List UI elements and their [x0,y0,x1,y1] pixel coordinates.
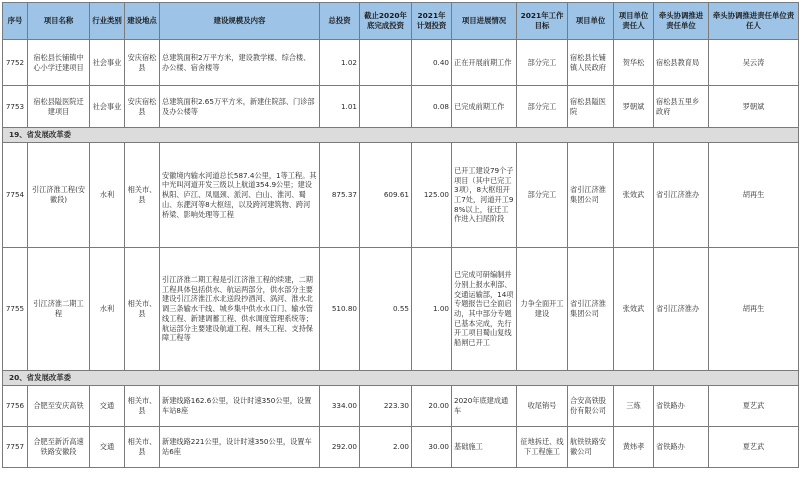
table-cell: 609.61 [360,143,412,248]
column-header: 项目单位责任人 [614,3,654,40]
table-cell: 收尾销号 [517,386,568,427]
table-cell [360,40,412,86]
table-cell: 7757 [3,427,28,468]
table-cell: 贺华松 [614,40,654,86]
column-header: 2021年计划投资 [412,3,452,40]
section-label: 19、省发展改革委 [3,128,799,143]
table-cell: 引江济淮二期工程 [28,248,90,371]
column-header: 项目单位 [568,3,614,40]
table-cell: 力争全面开工建设 [517,248,568,371]
table-cell: 黄炜孝 [614,427,654,468]
table-cell: 罗朝斌 [614,86,654,128]
table-cell [360,86,412,128]
table-cell: 张效武 [614,143,654,248]
table-cell: 新建线路221公里，设计时速350公里，设置车站6座 [160,427,320,468]
table-cell: 部分完工 [517,40,568,86]
table-cell: 征地拆迁、线下工程施工 [517,427,568,468]
table-cell: 1.00 [412,248,452,371]
table-cell: 正在开展前期工作 [452,40,517,86]
table-cell: 省引江济淮集团公司 [568,143,614,248]
table-cell: 胡再生 [709,248,799,371]
table-cell: 30.00 [412,427,452,468]
table-cell: 相关市、县 [125,386,160,427]
project-table [2,2,799,468]
section-row [3,128,799,143]
table-cell: 875.37 [320,143,360,248]
table-cell: 总建筑面积2.65万平方米，新建住院部、门诊部及办公楼等 [160,86,320,128]
table-cell: 1.02 [320,40,360,86]
table-cell: 已开工建设79个子项目（其中已完工3项），8大枢纽开工7处，河道开工98%以上，征迁工作进入扫尾阶段 [452,143,517,248]
column-header: 项目名称 [28,3,90,40]
table-cell: 0.40 [412,40,452,86]
table-cell: 7756 [3,386,28,427]
table-row [3,248,799,371]
table-cell: 夏艺武 [709,386,799,427]
table-cell: 7754 [3,143,28,248]
table-cell: 安庆宿松县 [125,86,160,128]
table-cell: 宿松县五里乡政府 [654,86,709,128]
table-cell: 7752 [3,40,28,86]
table-cell: 0.55 [360,248,412,371]
table-cell: 部分完工 [517,143,568,248]
table-cell: 社会事业 [90,86,125,128]
column-header: 行业类别 [90,3,125,40]
table-cell: 安庆宿松县 [125,40,160,86]
table-cell: 水利 [90,248,125,371]
table-cell: 宿松县隘医院 [568,86,614,128]
table-cell: 交通 [90,386,125,427]
table-row [3,143,799,248]
table-cell: 引江济淮工程(安徽段) [28,143,90,248]
table-cell: 省铁路办 [654,427,709,468]
table-cell: 1.01 [320,86,360,128]
table-row [3,40,799,86]
table-cell: 20.00 [412,386,452,427]
table-cell: 292.00 [320,427,360,468]
table-cell: 2020年底建成通车 [452,386,517,427]
column-header: 序号 [3,3,28,40]
table-row [3,427,799,468]
table-cell: 张效武 [614,248,654,371]
table-cell: 合安高铁股份有限公司 [568,386,614,427]
table-row [3,386,799,427]
table-cell: 吴云涛 [709,40,799,86]
table-cell: 宿松县长铺镇人民政府 [568,40,614,86]
table-cell: 省引江济淮集团公司 [568,248,614,371]
table-cell: 基础施工 [452,427,517,468]
table-cell: 合肥至新沂高速铁路安徽段 [28,427,90,468]
table-cell: 7753 [3,86,28,128]
table-cell: 7755 [3,248,28,371]
table-cell: 省铁路办 [654,386,709,427]
column-header: 截止2020年底完成投资 [360,3,412,40]
table-cell: 223.30 [360,386,412,427]
table-cell: 125.00 [412,143,452,248]
header-row [3,3,799,40]
table-cell: 相关市、县 [125,248,160,371]
table-cell: 部分完工 [517,86,568,128]
section-label: 20、省发展改革委 [3,371,799,386]
table-cell: 合肥至安庆高铁 [28,386,90,427]
table-cell: 交通 [90,427,125,468]
table-cell: 罗朝斌 [709,86,799,128]
table-cell: 宿松县长铺镇中心小学迁建项目 [28,40,90,86]
table-cell: 0.08 [412,86,452,128]
table-cell: 水利 [90,143,125,248]
table-cell: 宿松县教育局 [654,40,709,86]
table-cell: 新建线路162.6公里，设计时速350公里，设置车站8座 [160,386,320,427]
table-cell: 社会事业 [90,40,125,86]
table-cell: 2.00 [360,427,412,468]
column-header: 牵头协调推进责任单位责任人 [709,3,799,40]
table-cell: 总建筑面积2万平方米，建设教学楼、综合楼、办公楼、宿舍楼等 [160,40,320,86]
table-cell: 宿松县隘医院迁建项目 [28,86,90,128]
table-cell: 334.00 [320,386,360,427]
section-row [3,371,799,386]
column-header: 项目进展情况 [452,3,517,40]
table-cell: 引江济淮二期工程是引江济淮工程的续建，二期工程具体包括供水、航运两部分，供水部分主要建设引江济淮江水北送段抄酒河、涡河、淮水北调三条输水干线、城乡集中供水水口门、输水管线工程、新建调蓄工程、供水调度管理系统等；航运部分主要建设航道工程、闸头工程、支持保障工程等 [160,248,320,371]
table-cell: 相关市、县 [125,427,160,468]
table-cell: 省引江济淮办 [654,143,709,248]
table-cell: 安徽境内输水河道总长587.4公里，1等工程。其中光叫河道开发三级以上航道354.9公里；建设枞阳、庐江、凤凰颈、派河、白山、淮河、蜀山、东淝河等8大枢纽，以及跨河建筑物、跨河桥梁、影响处理等工程 [160,143,320,248]
table-row [3,86,799,128]
table-cell: 已完成可研编制并分别上报水利部、交通运输部，14项专题报告已全面启动，其中部分专题已基本完成，先行开工项目蜀山复线船闸已开工 [452,248,517,371]
column-header: 建设地点 [125,3,160,40]
table-cell: 510.80 [320,248,360,371]
table-cell: 三炼 [614,386,654,427]
column-header: 总投资 [320,3,360,40]
column-header: 2021年工作目标 [517,3,568,40]
table-cell: 胡再生 [709,143,799,248]
column-header: 建设规模及内容 [160,3,320,40]
table-cell: 航铁铁路安徽公司 [568,427,614,468]
table-body [3,40,799,468]
table-cell: 已完成前期工作 [452,86,517,128]
column-header: 牵头协调推进责任单位 [654,3,709,40]
table-cell: 相关市、县 [125,143,160,248]
table-cell: 夏艺武 [709,427,799,468]
table-cell: 省引江济淮办 [654,248,709,371]
